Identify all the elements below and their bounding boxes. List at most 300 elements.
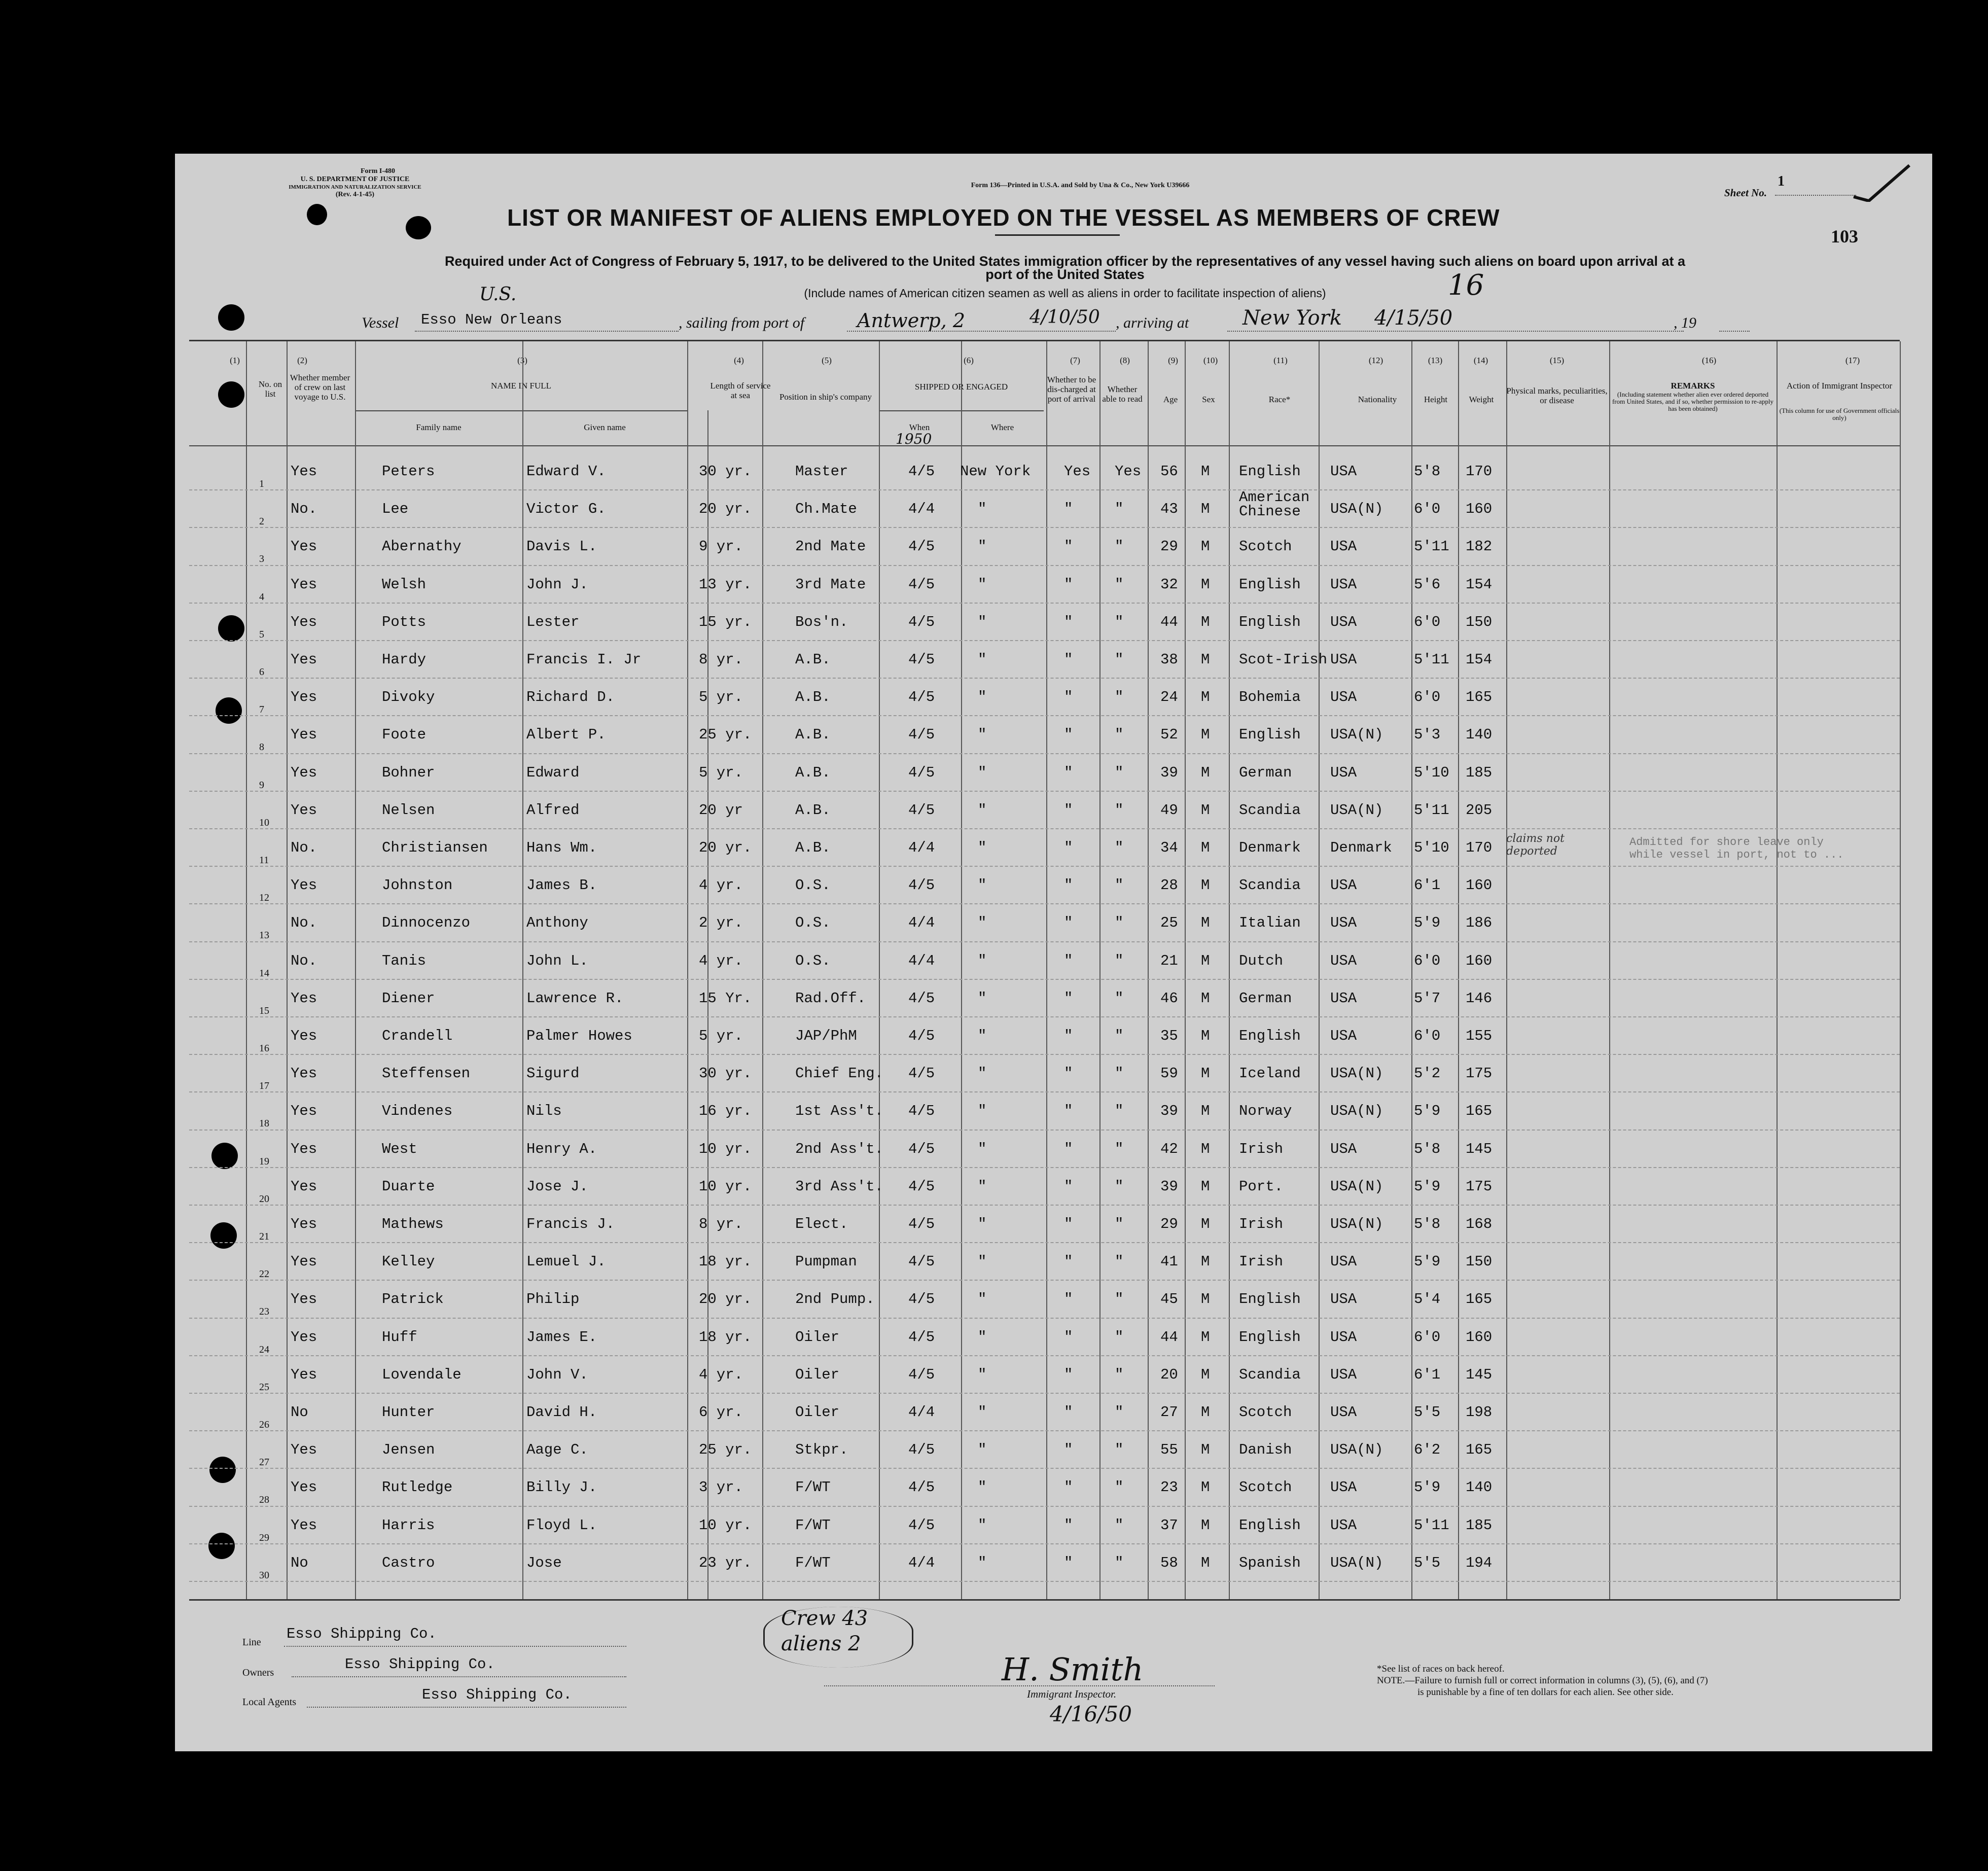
row-weight: 160 [1466,877,1493,894]
row-discharged: " [1064,990,1073,1007]
col-header-height: Height [1424,395,1448,404]
row-weight: 182 [1466,538,1493,555]
row-given-name: Jose J. [526,1178,588,1195]
row-where-shipped: " [978,1065,987,1082]
row-family-name: Crandell [382,1028,453,1044]
inspector-date: 4/16/50 [1050,1702,1132,1726]
row-height: 6'0 [1414,501,1441,518]
row-when-shipped: 4/5 [908,1253,935,1270]
row-able-to-read: " [1115,501,1124,518]
row-weight: 140 [1466,1479,1493,1496]
row-when-shipped: 4/5 [908,1479,935,1496]
row-discharged: " [1064,952,1073,969]
row-number: 1 [259,478,264,489]
page-number: 103 [1831,226,1858,246]
row-family-name: Castro [382,1554,435,1571]
row-prev-voyage: Yes [291,1441,317,1459]
name-subdivider [355,410,687,411]
row-age: 56 [1160,463,1178,480]
row-rule [189,715,1900,716]
row-rule [189,1016,1900,1017]
row-position: Bos'n. [795,613,848,630]
row-discharged: " [1064,1479,1073,1496]
row-able-to-read: " [1115,1554,1124,1571]
row-weight: 145 [1466,1366,1493,1383]
col-num-4: (4) [734,356,744,365]
row-prev-voyage: No. [291,501,317,518]
row-given-name: David H. [526,1404,597,1421]
row-able-to-read: Yes [1115,463,1142,480]
row-where-shipped: " [978,1140,987,1157]
col-num-2: (2) [297,356,307,365]
printer-note: Form 136—Printed in U.S.A. and Sold by Una & Co., New York U39666 [971,182,1190,189]
row-discharged: " [1064,1178,1073,1195]
row-prev-voyage: Yes [291,651,317,668]
row-race: Scandia [1239,801,1301,819]
row-rule [189,941,1900,942]
row-able-to-read: " [1115,1178,1124,1195]
sheet-label: Sheet No. [1724,187,1767,199]
row-prev-voyage: Yes [291,538,317,555]
owners-label: Owners [242,1667,274,1678]
row-where-shipped: " [978,501,987,518]
row-position: O.S. [795,914,831,932]
row-service-length: 18 yr. [699,1253,752,1270]
row-prev-voyage: Yes [291,1103,317,1120]
row-position: Chief Eng. [795,1065,884,1082]
row-service-length: 5 yr. [699,1028,743,1044]
row11-physical-note: claims not deported [1506,832,1565,858]
row-when-shipped: 4/5 [908,651,935,668]
row-able-to-read: " [1115,1216,1124,1232]
row-discharged: " [1064,801,1073,819]
col-num-8: (8) [1120,356,1130,365]
row-prev-voyage: Yes [291,1253,317,1270]
row-weight: 165 [1466,1291,1493,1308]
row-number: 20 [259,1193,269,1205]
row-height: 6'0 [1414,1328,1441,1346]
row-height: 5'6 [1414,576,1441,593]
sailing-label: , sailing from port of [679,314,805,331]
col-num-13: (13) [1428,356,1443,365]
title-underline [995,234,1120,236]
row-rule [189,753,1900,754]
row-rule [189,1318,1900,1319]
row-where-shipped: " [978,1103,987,1120]
row-family-name: Johnston [382,877,453,894]
row-nationality: USA [1330,1328,1357,1346]
row-height: 5'9 [1414,1479,1441,1496]
document-title: LIST OR MANIFEST OF ALIENS EMPLOYED ON THE VESSEL AS MEMBERS OF CREW [507,204,1500,231]
row-age: 35 [1160,1028,1178,1044]
row-when-shipped: 4/5 [908,463,935,480]
department: U. S. DEPARTMENT OF JUSTICE [300,175,410,183]
row-nationality: USA [1330,990,1357,1007]
row-nationality: USA [1330,576,1357,593]
row-given-name: Sigurd [526,1065,580,1082]
row-where-shipped: " [978,1028,987,1044]
row-position: A.B. [795,651,831,668]
row-nationality: USA [1330,1028,1357,1044]
col-sep [1458,341,1459,1599]
row-service-length: 25 yr. [699,726,752,744]
row-height: 5'11 [1414,651,1449,668]
row-height: 6'0 [1414,613,1441,630]
row-weight: 170 [1466,839,1493,856]
col-header-shipped: SHIPPED OR ENGAGED [914,382,1008,392]
row-discharged: " [1064,1404,1073,1421]
arriving-label: , arriving at [1116,314,1189,331]
line-rule [284,1646,626,1647]
row-family-name: West [382,1140,417,1157]
row-where-shipped: " [978,689,987,706]
row-able-to-read: " [1115,764,1124,781]
row-prev-voyage: Yes [291,1028,317,1044]
col-num-10: (10) [1203,356,1218,365]
row-nationality: USA [1330,877,1357,894]
row-where-shipped: " [978,576,987,593]
row-weight: 160 [1466,501,1493,518]
row-service-length: 6 yr. [699,1404,743,1421]
row-height: 5'5 [1414,1404,1441,1421]
row-sex: M [1201,1516,1210,1534]
row-rule [189,527,1900,528]
row-service-length: 3 yr. [699,1479,743,1496]
row-race: Irish [1239,1253,1284,1270]
row-sex: M [1201,651,1210,668]
row-age: 45 [1160,1291,1178,1308]
row-rule [189,903,1900,904]
row-race: American Chinese [1239,489,1310,520]
row-position: Rad.Off. [795,990,866,1007]
row-able-to-read: " [1115,1404,1124,1421]
row-number: 11 [259,855,269,866]
row-sex: M [1201,1441,1210,1459]
row-given-name: James E. [526,1328,597,1346]
col-num-17: (17) [1845,356,1860,365]
row-family-name: Nelsen [382,801,435,819]
subtitle-port: port of the United States [985,267,1145,282]
row-race: Scot-Irish [1239,651,1328,668]
row-nationality: USA [1330,764,1357,781]
row-number: 27 [259,1457,269,1468]
row-family-name: Kelley [382,1253,435,1270]
row-family-name: Mathews [382,1216,444,1232]
row-prev-voyage: Yes [291,1065,317,1082]
row-age: 32 [1160,576,1178,593]
row-race: Scotch [1239,538,1292,555]
row-height: 5'11 [1414,538,1449,555]
col-num-12: (12) [1368,356,1383,365]
row-rule [189,678,1900,679]
row-position: 2nd Pump. [795,1291,875,1308]
row-given-name: Victor G. [526,501,606,518]
col-sep [1777,341,1778,1599]
col-header-family: Family name [416,422,462,432]
row-race: Denmark [1239,839,1301,856]
row-position: O.S. [795,877,831,894]
row-number: 15 [259,1005,269,1016]
row-when-shipped: 4/5 [908,1366,935,1383]
row-height: 5'7 [1414,990,1441,1007]
row-age: 24 [1160,689,1178,706]
year-label: , 19 [1674,314,1696,331]
row-where-shipped: " [978,1216,987,1232]
row-where-shipped: New York [960,463,1031,480]
row-discharged: " [1064,613,1073,630]
row-height: 5'9 [1414,1178,1441,1195]
col-header-read: Whether able to read [1102,384,1143,404]
row-rule [189,1468,1900,1469]
row-service-length: 15 yr. [699,613,752,630]
col-header-name: NAME IN FULL [491,381,551,391]
row-discharged: " [1064,1140,1073,1157]
row-race: Irish [1239,1216,1284,1232]
row-prev-voyage: Yes [291,689,317,706]
row-race: English [1239,1028,1301,1044]
row-rule [189,791,1900,792]
row-age: 49 [1160,801,1178,819]
row-age: 42 [1160,1140,1178,1157]
row-sex: M [1201,1065,1210,1082]
row-discharged: " [1064,839,1073,856]
row-given-name: Francis I. Jr [526,651,642,668]
row-nationality: USA(N) [1330,1103,1383,1120]
row-prev-voyage: Yes [291,1328,317,1346]
row-service-length: 4 yr. [699,877,743,894]
row-given-name: Anthony [526,914,588,932]
row-age: 41 [1160,1253,1178,1270]
form-number: Form I-480 [360,167,396,175]
header-divider [189,445,1900,446]
row-when-shipped: 4/5 [908,1291,935,1308]
row-when-shipped: 4/5 [908,613,935,630]
col-sep [355,341,356,1599]
row-given-name: Jose [526,1554,562,1571]
row-sex: M [1201,1554,1210,1571]
col-sep [1229,341,1230,1599]
row-number: 5 [259,628,264,640]
row-position: A.B. [795,839,831,856]
row-sex: M [1201,726,1210,744]
row-family-name: Hardy [382,651,427,668]
row-weight: 165 [1466,1441,1493,1459]
row-race: Scandia [1239,1366,1301,1383]
row-given-name: John J. [526,576,588,593]
row-number: 8 [259,742,264,753]
row-discharged: " [1064,651,1073,668]
row-weight: 160 [1466,1328,1493,1346]
row-number: 29 [259,1532,269,1543]
row-position: 1st Ass't. [795,1103,884,1120]
col-num-6: (6) [964,356,974,365]
col-sep [961,341,962,1599]
row-race: Dutch [1239,952,1284,969]
row-able-to-read: " [1115,1328,1124,1346]
row-service-length: 4 yr. [699,1366,743,1383]
row-discharged: " [1064,1516,1073,1534]
row-weight: 186 [1466,914,1493,932]
row-nationality: USA(N) [1330,501,1383,518]
row-rule [189,1054,1900,1055]
row-height: 5'9 [1414,1253,1441,1270]
row-age: 21 [1160,952,1178,969]
row-rule [189,565,1900,566]
row-service-length: 5 yr. [699,689,743,706]
row-when-shipped: 4/5 [908,1140,935,1157]
row-where-shipped: " [978,990,987,1007]
row-service-length: 16 yr. [699,1103,752,1120]
row-number: 23 [259,1306,269,1318]
row-number: 7 [259,704,264,716]
row-family-name: Bohner [382,764,435,781]
row-race: English [1239,576,1301,593]
col-header-where: Where [990,422,1014,432]
row-nationality: USA [1330,1140,1357,1157]
row-height: 6'0 [1414,689,1441,706]
row-sex: M [1201,1216,1210,1232]
row-height: 5'11 [1414,801,1449,819]
row-when-shipped: 4/5 [908,1328,935,1346]
row-race: Iceland [1239,1065,1301,1082]
row-position: Elect. [795,1216,848,1232]
row-rule [189,1581,1900,1582]
row-given-name: Lemuel J. [526,1253,606,1270]
row-able-to-read: " [1115,1065,1124,1082]
row-family-name: Jensen [382,1441,435,1459]
row-given-name: John V. [526,1366,588,1383]
sheet-number: 1 [1778,173,1785,189]
row-given-name: Hans Wm. [526,839,597,856]
col-header-position: Position in ship's company [779,392,872,402]
row-rule [189,866,1900,867]
row-service-length: 4 yr. [699,952,743,969]
row-service-length: 2 yr. [699,914,743,932]
row-rule [189,1506,1900,1507]
row-discharged: " [1064,1065,1073,1082]
row-prev-voyage: Yes [291,613,317,630]
row-where-shipped: " [978,1516,987,1534]
row-discharged: Yes [1064,463,1091,480]
row-prev-voyage: No [291,1554,308,1571]
row-able-to-read: " [1115,1516,1124,1534]
row-service-length: 30 yr. [699,1065,752,1082]
arriving-line [1227,331,1684,332]
row-given-name: Edward [526,764,580,781]
row-height: 6'1 [1414,1366,1441,1383]
row-family-name: Vindenes [382,1103,453,1120]
col-sep [762,341,763,1599]
row-number: 10 [259,817,269,828]
row-race: English [1239,463,1301,480]
row-rule [189,640,1900,641]
row-given-name: Lawrence R. [526,990,624,1007]
row-family-name: Potts [382,613,427,630]
crew-count-note: Crew 43 [781,1607,868,1630]
row-rule [189,1205,1900,1206]
row-sex: M [1201,1404,1210,1421]
service: IMMIGRATION AND NATURALIZATION SERVICE [289,184,421,190]
row-nationality: USA [1330,1479,1357,1496]
row-height: 5'8 [1414,1216,1441,1232]
row-discharged: " [1064,1441,1073,1459]
row-sex: M [1201,1140,1210,1157]
row-able-to-read: " [1115,1479,1124,1496]
row-family-name: Diener [382,990,435,1007]
row-height: 5'9 [1414,1103,1441,1120]
vessel-line [415,331,679,332]
row-able-to-read: " [1115,538,1124,555]
row-prev-voyage: Yes [291,801,317,819]
owners-value: Esso Shipping Co. [345,1656,495,1673]
col-num-15: (15) [1549,356,1565,365]
row-age: 39 [1160,1103,1178,1120]
agents-rule [307,1707,626,1708]
row11-remarks-note: Admitted for shore leave only while vessel in port, not to ... [1629,836,1844,861]
row-where-shipped: " [978,538,987,555]
row-height: 6'2 [1414,1441,1441,1459]
row-position: Pumpman [795,1253,857,1270]
row-where-shipped: " [978,726,987,744]
row-weight: 170 [1466,463,1493,480]
row-weight: 185 [1466,1516,1493,1534]
row-family-name: Welsh [382,576,427,593]
row-rule [189,603,1900,604]
row-position: A.B. [795,689,831,706]
row-able-to-read: " [1115,613,1124,630]
row-nationality: USA(N) [1330,1441,1383,1459]
row-number: 30 [259,1569,269,1581]
row-nationality: USA [1330,538,1357,555]
row-prev-voyage: Yes [291,1216,317,1232]
row-number: 6 [259,666,264,678]
row-position: A.B. [795,764,831,781]
row-able-to-read: " [1115,1103,1124,1120]
row-nationality: USA(N) [1330,1065,1383,1082]
row-given-name: Floyd L. [526,1516,597,1534]
row-prev-voyage: Yes [291,877,317,894]
row-nationality: USA [1330,463,1357,480]
row-service-length: 8 yr. [699,651,743,668]
row-weight: 165 [1466,1103,1493,1120]
row-where-shipped: " [978,1178,987,1195]
row-family-name: Peters [382,463,435,480]
sailing-port: Antwerp, 2 [857,309,966,332]
row-sex: M [1201,764,1210,781]
subtitle-act: Required under Act of Congress of February 5, 1917, to be delivered to the United States immigration officer by the representatives of any vessel having such aliens on board upon arrival at a [444,254,1686,269]
col-sep [1411,341,1412,1599]
col-header-no: No. on list [258,379,282,399]
row-where-shipped: " [978,801,987,819]
row-sex: M [1201,839,1210,856]
row-age: 29 [1160,538,1178,555]
row-able-to-read: " [1115,990,1124,1007]
row-height: 5'9 [1414,914,1441,932]
row-nationality: USA [1330,613,1357,630]
row-nationality: USA(N) [1330,726,1383,744]
shipped-year: 1950 [896,431,932,447]
col-header-when: When [909,422,930,432]
row-prev-voyage: No [291,1404,308,1421]
row-where-shipped: " [978,877,987,894]
row-service-length: 23 yr. [699,1554,752,1571]
col-header-remarks-note: (Including statement whether alien ever ordered deported from United States, and if so, whether permission to re-apply has been obtained) [1612,391,1774,412]
row-prev-voyage: Yes [291,576,317,593]
row-rule [189,489,1900,490]
row-discharged: " [1064,1216,1073,1232]
row-when-shipped: 4/5 [908,1441,935,1459]
row-race: Spanish [1239,1554,1301,1571]
